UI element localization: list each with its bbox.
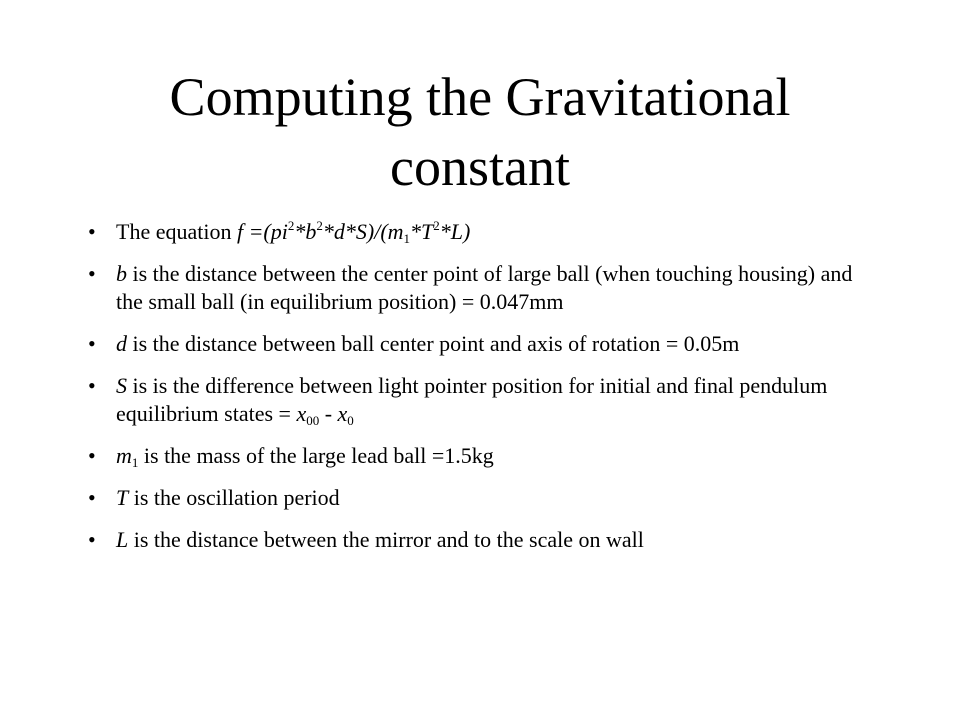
bullet-text: is is the difference between light pointer position for initial and final pendulum equilibrium states = xyxy=(116,373,828,426)
bullet-text: is the distance between ball center point and axis of rotation = 0.05m xyxy=(127,331,740,356)
variable-subscript: 1 xyxy=(131,455,139,470)
equation-intro: The equation xyxy=(116,219,237,244)
variable-name: b xyxy=(116,261,127,286)
bullet-dot-icon: • xyxy=(88,219,96,244)
equation-part: f =(pi xyxy=(236,219,288,244)
bullet-dot-icon: • xyxy=(88,261,96,286)
equation-part: *d*S)/(m xyxy=(322,219,404,244)
equation-part: *b xyxy=(294,219,317,244)
bullet-l-definition xyxy=(88,526,878,554)
bullet-dot-icon: • xyxy=(88,485,96,510)
variable-subscript: 0 xyxy=(347,413,354,428)
bullet-s-definition xyxy=(88,372,878,428)
variable-name: d xyxy=(116,331,127,356)
variable-x00: x xyxy=(296,401,307,426)
bullet-dot-icon: • xyxy=(88,331,96,356)
variable-name: L xyxy=(116,527,129,552)
equation-superscript: 2 xyxy=(287,218,295,233)
equation-superscript: 2 xyxy=(316,218,323,233)
slide-title xyxy=(60,62,900,202)
bullet-b-definition xyxy=(88,260,878,316)
bullet-equation xyxy=(88,218,878,246)
minus-sign: - xyxy=(319,401,338,426)
title-line-2: constant xyxy=(390,137,570,197)
variable-name: m xyxy=(116,443,132,468)
bullet-dot-icon: • xyxy=(88,443,96,468)
title-line-1: Computing the Gravitational xyxy=(169,67,791,127)
variable-subscript: 00 xyxy=(306,413,320,428)
bullet-dot-icon: • xyxy=(88,527,96,552)
variable-x0: x xyxy=(337,401,348,426)
variable-name: S xyxy=(116,373,127,398)
bullet-text: is the distance between the center point of large ball (when touching housing) and the small ball (in equilibrium position) = 0.047mm xyxy=(116,261,853,314)
bullet-dot-icon: • xyxy=(88,373,96,398)
variable-name: T xyxy=(116,485,129,510)
bullet-text: is the distance between the mirror and to the scale on wall xyxy=(128,527,644,552)
bullet-d-definition xyxy=(88,330,878,358)
equation-superscript: 2 xyxy=(433,218,440,233)
equation-part: *T xyxy=(410,219,434,244)
bullet-list xyxy=(88,218,878,568)
bullet-m1-definition xyxy=(88,442,878,470)
bullet-text: is the mass of the large lead ball =1.5kg xyxy=(138,443,494,468)
equation-part: *L) xyxy=(439,219,471,244)
equation-subscript: 1 xyxy=(403,231,411,246)
bullet-t-definition xyxy=(88,484,878,512)
bullet-text: is the oscillation period xyxy=(128,485,340,510)
